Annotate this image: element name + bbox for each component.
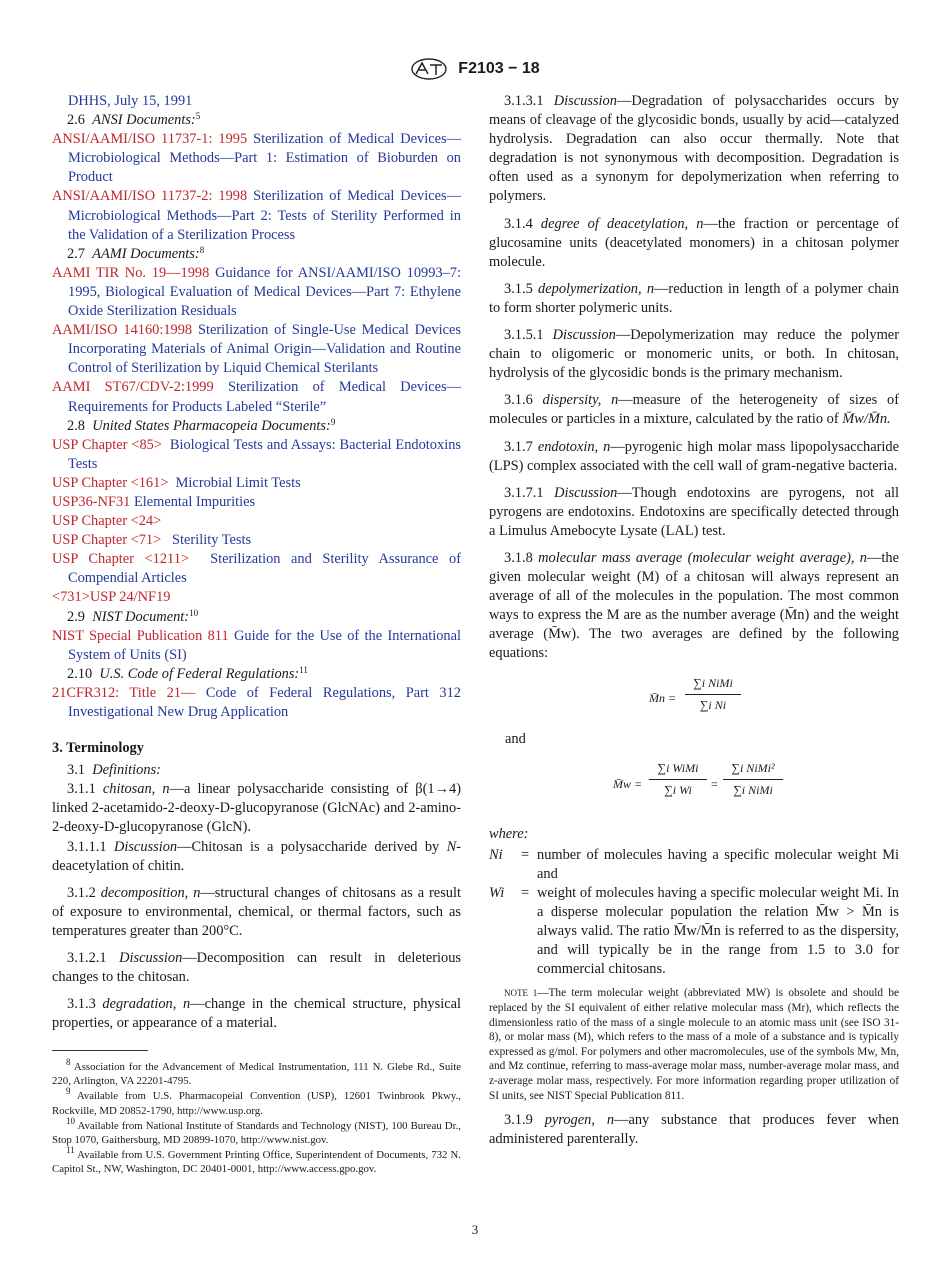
- footnote-divider: [52, 1050, 148, 1051]
- definition-3-1-1-1: 3.1.1.1 Discussion—Chitosan is a polysaccharide derived by N-deacetylation of chitin.: [52, 838, 461, 874]
- definition-3-1-8: 3.1.8 molecular mass average (molecular weight average), n—the given molecular weight (M) of a chitosan will always represent an average of all of the molecules in the population. The most common ways to express the M are as the number average (M̄n) and the weight average (M̄w). The two averages are defined by the following equations:: [489, 549, 899, 662]
- section-2-8: 2.8 United States Pharmacopeia Documents:$^9$: [67, 416, 336, 434]
- equation-weight-average: M̄w = ∑i WiMi ∑i Wi = ∑i NiMi² ∑i NiMi: [489, 755, 899, 815]
- definition-3-1-3: 3.1.3 degradation, n—change in the chemical structure, physical properties, or appearance of a material.: [52, 996, 461, 1032]
- reference-aami-tir-19[interactable]: AAMI TIR No. 19—1998 Guidance for ANSI/AAMI/ISO 10993–7: 1995, Biological Evaluation of Medical Devices—Part 7: Ethylene Oxide Sterilization Residuals: [52, 264, 461, 320]
- section-2-7: 2.7 AAMI Documents:$^8$: [67, 244, 205, 262]
- reference-ansi-11737-2[interactable]: ANSI/AAMI/ISO 11737-2: 1998 Sterilization of Medical Devices—Microbiological Methods—Part 2: Tests of Sterility Performed in the Validation of a Sterilization Process: [52, 188, 461, 243]
- ref-continuation: DHHS, July 15, 1991: [68, 93, 193, 109]
- footnote-8: $^8$ Association for the Advancement of Medical Instrumentation, 111 N. Glebe Rd., Suite 220, Arlington, VA 22201-4795.: [52, 1057, 462, 1088]
- reference-usp-1211[interactable]: USP Chapter <1211> Sterilization and Sterility Assurance of Compendial Articles: [52, 551, 461, 587]
- section-2-9: 2.9 NIST Document:$^{10}$: [67, 607, 199, 625]
- standard-designation: F2103 − 18: [458, 60, 540, 77]
- definition-3-1-5-1: 3.1.5.1 Discussion—Depolymerization may reduce the polymer chain to oligomeric or monomeric units, or both. In chitosan, hydrolysis of the glycosidic bonds is the primary mechanism.: [489, 327, 899, 382]
- reference-aami-st67[interactable]: AAMI ST67/CDV-2:1999 Sterilization of Medical Devices—Requirements for Products Labeled “Sterile”: [52, 379, 461, 415]
- reference-aami-iso-14160[interactable]: AAMI/ISO 14160:1998 Sterilization of Single-Use Medical Devices Incorporating Materials of Animal Origin—Validation and Routine Control of Sterilization by Liquid Chemical Sterilants: [52, 322, 461, 377]
- footnote-10: $^{10}$ Available from National Institute of Standards and Technology (NIST), 100 Bureau Dr., Stop 1070, Gaithersburg, MD 20899-1070, http://www.nist.gov.: [52, 1115, 461, 1147]
- page-number: 3: [471, 1222, 479, 1237]
- where-label: where:: [489, 825, 529, 842]
- reference-usp36-nf31[interactable]: USP36-NF31 Elemental Impurities: [52, 493, 256, 510]
- section-2-10: 2.10 U.S. Code of Federal Regulations:$^{11}$: [67, 664, 308, 682]
- definition-3-1-1: 3.1.1 chitosan, n—a linear polysaccharide consisting of β(1→4) linked 2-acetamido-2-deoxy-D-glucopyranose (GlcNAc) and 2-amino-2-deoxy-D-glucopyranose (GlcN).: [52, 781, 461, 836]
- definition-3-1-3-1: 3.1.3.1 Discussion—Degradation of polysaccharides occurs by means of cleavage of the glycosidic bonds, usually by acid—catalyzed hydrolysis. Degradation can also occur thermally. Note that degradation is not synonymous with decomposition. Degradation is often used as a synonym for depolymerization when referring to polymers.: [489, 93, 899, 205]
- and-text: and: [505, 730, 526, 747]
- right-column: [489, 92, 899, 1149]
- reference-usp-71[interactable]: USP Chapter <71> Sterility Tests: [52, 532, 252, 549]
- section-3-heading: 3. Terminology: [52, 740, 144, 757]
- reference-usp-85[interactable]: USP Chapter <85> Biological Tests and Assays: Bacterial Endotoxins Tests: [52, 436, 461, 472]
- equation-number-average: M̄n = ∑i NiMi ∑i Ni: [489, 670, 899, 726]
- definition-wi: Wi = weight of molecules having a specific molecular weight Mi. In a disperse molecular population the relation M̄w > M̄n is always valid. The ratio M̄w/M̄n is referred to as the dispersity, and will typically be in the range from 1.5 to 3.0 for commercial chitosans.: [489, 884, 899, 978]
- definition-3-1-5: 3.1.5 depolymerization, n—reduction in length of a polymer chain to form shorter polymeric units.: [489, 280, 899, 316]
- definition-3-1: 3.1 Definitions:: [67, 762, 161, 779]
- reference-21cfr312[interactable]: 21CFR312: Title 21— Code of Federal Regulations, Part 312 Investigational New Drug Application: [52, 684, 461, 720]
- reference-usp-24[interactable]: USP Chapter <24>: [52, 513, 162, 530]
- reference-usp-161[interactable]: USP Chapter <161> Microbial Limit Tests: [52, 474, 301, 491]
- astm-logo-icon: [410, 58, 448, 80]
- definition-3-1-7: 3.1.7 endotoxin, n—pyrogenic high molar mass lipopolysaccharide (LPS) complex associated with the cell wall of gram-negative bacteria.: [489, 438, 899, 474]
- left-column: [52, 92, 461, 1033]
- definition-3-1-2-1: 3.1.2.1 Discussion—Decomposition can result in deleterious changes to the chitosan.: [52, 950, 461, 986]
- variable-definitions: [489, 846, 899, 980]
- footnotes: [52, 1057, 462, 1178]
- section-2-6: 2.6 ANSI Documents:$^5$: [67, 111, 201, 129]
- reference-usp-731[interactable]: <731>USP 24/NF19: [52, 589, 171, 606]
- definition-ni: Ni = number of molecules having a specific molecular weight Mi and: [489, 846, 899, 882]
- note-1: NOTE 1—The term molecular weight (abbreviated MW) is obsolete and should be replaced by the SI equivalent of either relative molecular mass (Mr), which reflects the dimensionless ratio of the mass of a single molecule to an atomic mass unit (see ISO 31-8), or molar mass (M), which refers to the mass of a mole of a substance and is typically expressed as g/mol. For polymers and other macromolecules, use of the symbols Mw, Mn, and Mz continue, referring to mass-average molar mass, number-average molar mass, and z-average molar mass, respectively. For more information regarding proper utilization of SI units, see NIST Special Publication 811.: [489, 987, 899, 1102]
- definition-3-1-4: 3.1.4 degree of deacetylation, n—the fraction or percentage of glucosamine units (deacetylated monomers) in a chitosan polymer molecule.: [489, 215, 899, 270]
- page-header: [0, 58, 950, 80]
- reference-ansi-11737-1[interactable]: ANSI/AAMI/ISO 11737-1: 1995 Sterilization of Medical Devices—Microbiological Methods—Part 1: Estimation of Bioburden on Product: [52, 131, 461, 186]
- definition-3-1-9: 3.1.9 pyrogen, n—any substance that produces fever when administered parenterally.: [489, 1112, 899, 1148]
- definition-3-1-6: 3.1.6 dispersity, n—measure of the heterogeneity of sizes of molecules or particles in a mixture, calculated by the ratio of M̄w/M̄n.: [489, 392, 899, 428]
- definition-3-1-2: 3.1.2 decomposition, n—structural changes of chitosans as a result of exposure to environmental, chemical, or thermal factors, such as temperatures greater than 200°C.: [52, 884, 461, 939]
- definition-3-1-7-1: 3.1.7.1 Discussion—Though endotoxins are pyrogens, not all pyrogens are endotoxins. Endotoxins are specifically detected through a Limulus Amebocyte Lysate (LAL) test.: [489, 484, 899, 539]
- footnote-11: $^{11}$ Available from U.S. Government Printing Office, Superintendent of Documents, 732 N. Capitol St., NW, Washington, DC 20401-0001, http://www.access.gpo.gov.: [52, 1145, 461, 1176]
- footnote-9: $^9$ Available from U.S. Pharmacopeial Convention (USP), 12601 Twinbrook Pkwy., Rockville, MD 20852-1790, http://www.usp.org.: [52, 1086, 461, 1117]
- reference-nist-811[interactable]: NIST Special Publication 811 Guide for the Use of the International System of Units (SI): [52, 627, 461, 663]
